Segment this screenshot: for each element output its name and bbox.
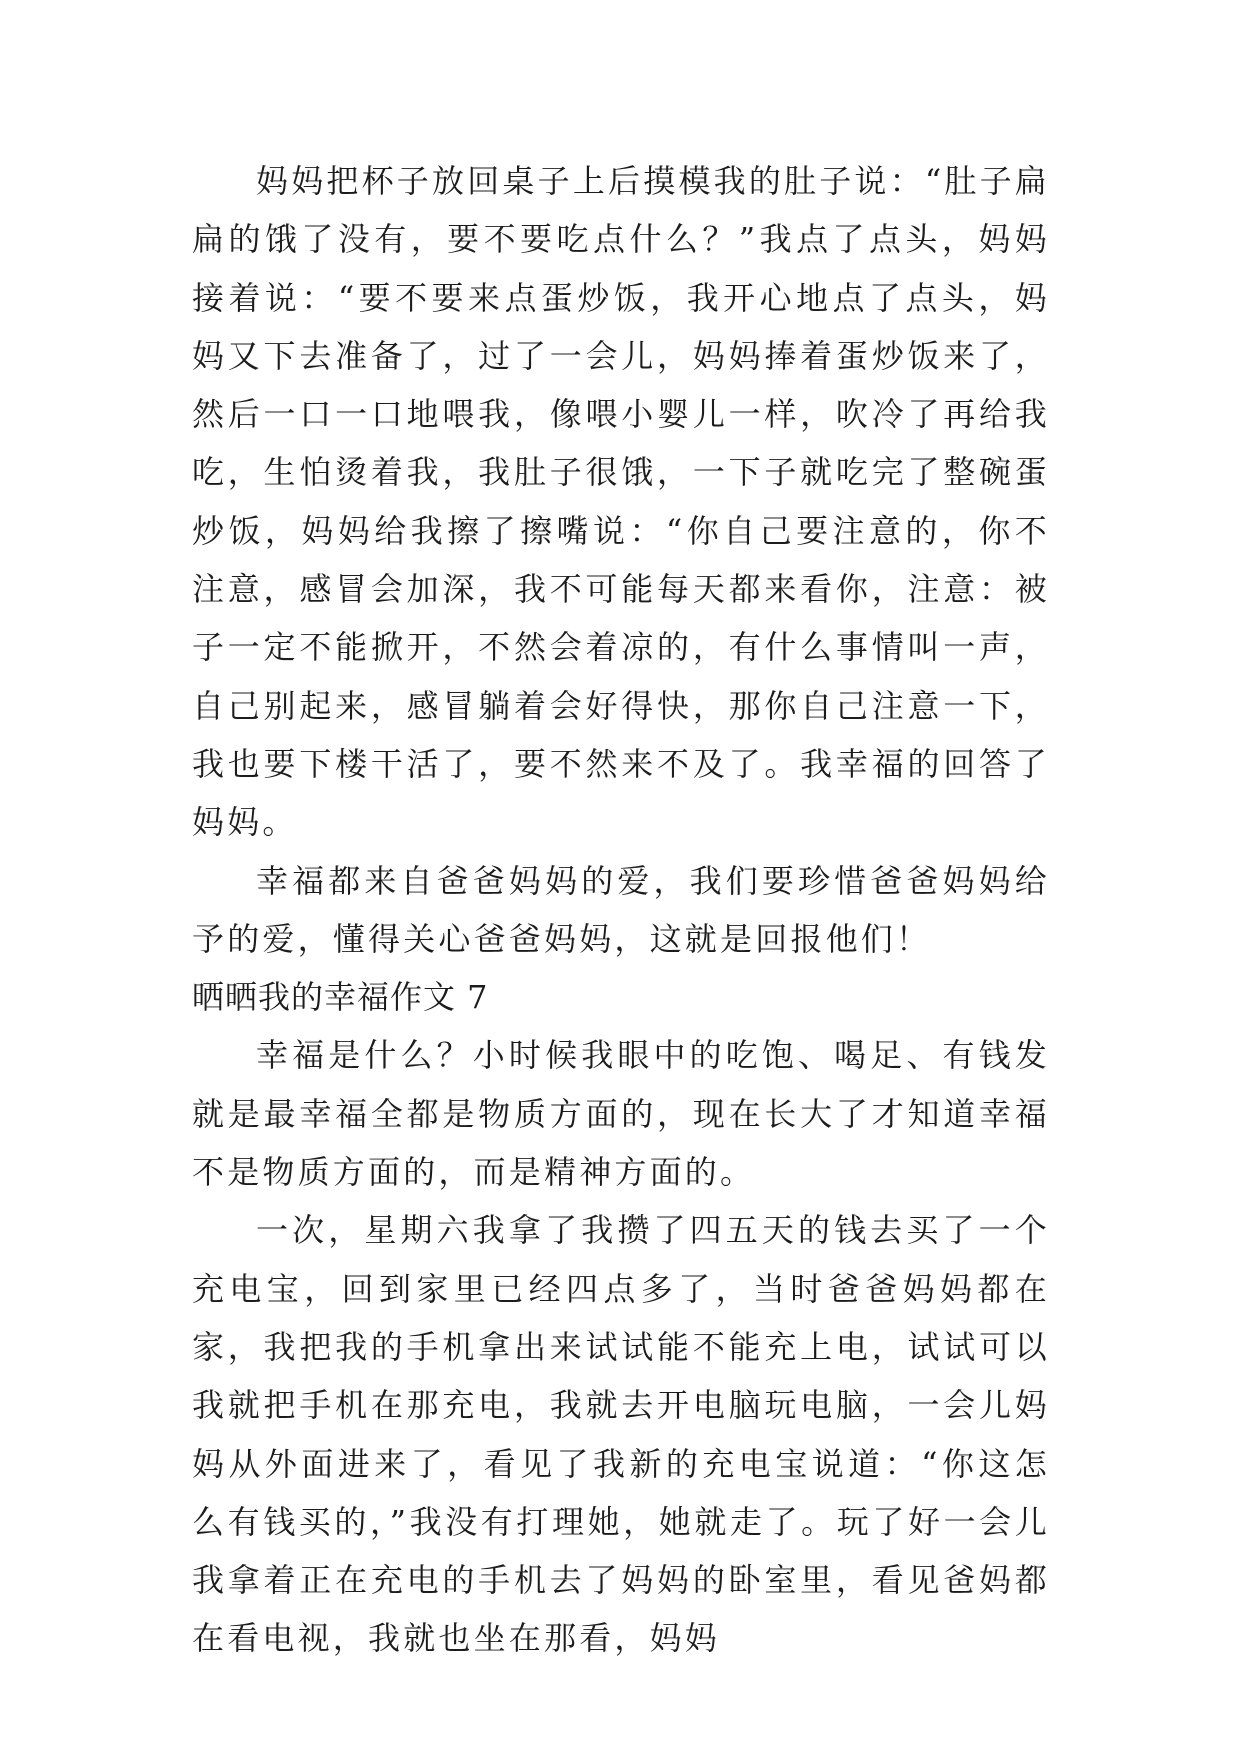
document-body — [192, 152, 1050, 1668]
paragraph-what-is-happiness: 幸福是什么？小时候我眼中的吃饱、喝足、有钱发就是最幸福全都是物质方面的，现在长大了才知道幸福不是物质方面的，而是精神方面的。 — [192, 1036, 1050, 1192]
paragraph-happiness-from-parents: 幸福都来自爸爸妈妈的爱，我们要珍惜爸爸妈妈给予的爱，懂得关心爸爸妈妈，这就是回报他们！ — [192, 861, 1050, 958]
paragraph-mother-feeding: 妈妈把杯子放回桌子上后摸模我的肚子说：“肚子扁扁的饿了没有，要不要吃点什么？”我点了点头，妈妈接着说：“要不要来点蛋炒饭，我开心地点了点头，妈妈又下去准备了，过了一会儿，妈妈捧着蛋炒饭来了，然后一口一口地喂我，像喂小婴儿一样，吹冷了再给我吃，生怕烫着我，我肚子很饿，一下子就吃完了整碗蛋炒饭，妈妈给我擦了擦嘴说：“你自己要注意的，你不注意，感冒会加深，我不可能每天都来看你，注意：被子一定不能掀开，不然会着凉的，有什么事情叫一声，自己别起来，感冒躺着会好得快，那你自己注意一下，我也要下楼干活了，要不然来不及了。我幸福的回答了妈妈。 — [192, 162, 1050, 842]
paragraph-power-bank-story: 一次，星期六我拿了我攒了四五天的钱去买了一个充电宝，回到家里已经四点多了，当时爸爸妈妈都在家，我把我的手机拿出来试试能不能充上电，试试可以我就把手机在那充电，我就去开电脑玩电脑，一会儿妈妈从外面进来了，看见了我新的充电宝说道：“你这怎么有钱买的，”我没有打理她，她就走了。玩了好一会儿我拿着正在充电的手机去了妈妈的卧室里，看见爸妈都在看电视，我就也坐在那看，妈妈 — [192, 1211, 1050, 1658]
essay-heading: 晒晒我的幸福作文 7 — [192, 978, 489, 1017]
